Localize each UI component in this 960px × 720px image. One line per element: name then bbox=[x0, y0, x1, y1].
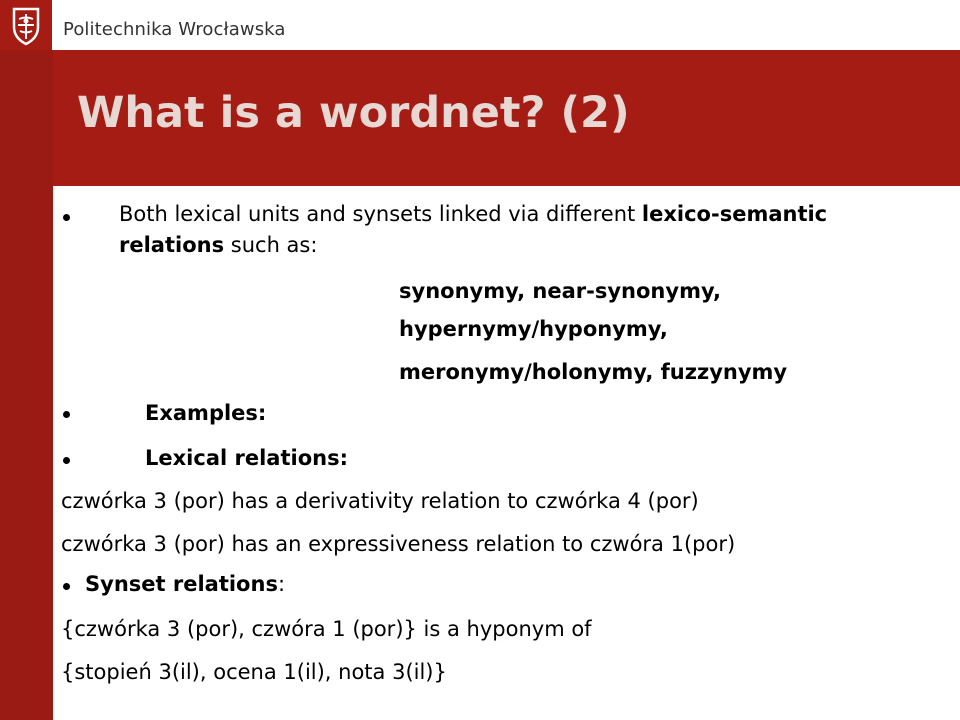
synset-example: {czwórka 3 (por), czwóra 1 (por)} is a hyponym of bbox=[61, 617, 592, 641]
title-band bbox=[53, 50, 960, 186]
relation-item: meronymy/holonymy, fuzzynymy bbox=[399, 360, 788, 384]
intro-line-2: relations such as: bbox=[119, 233, 318, 257]
lexical-example: czwórka 3 (por) has a derivativity relation to czwórka 4 (por) bbox=[61, 489, 699, 513]
bullet-icon bbox=[63, 214, 70, 221]
synset-example: {stopień 3(il), ocena 1(il), nota 3(il)} bbox=[61, 660, 447, 684]
university-crest-icon bbox=[0, 0, 52, 50]
examples-heading: Examples: bbox=[145, 401, 267, 425]
synset-relations-heading: Synset relations: bbox=[85, 572, 286, 596]
intro-line-1: Both lexical units and synsets linked via different lexico-semantic bbox=[119, 202, 828, 226]
bullet-icon bbox=[63, 457, 70, 464]
left-accent-stripe bbox=[0, 50, 53, 720]
slide-body bbox=[53, 186, 960, 720]
university-header bbox=[0, 0, 960, 50]
lexical-example: czwórka 3 (por) has an expressiveness relation to czwóra 1(por) bbox=[61, 532, 736, 556]
relation-item: synonymy, near-synonymy, bbox=[399, 279, 721, 303]
lexical-relations-heading: Lexical relations: bbox=[145, 446, 348, 470]
slide-title: What is a wordnet? (2) bbox=[77, 88, 630, 138]
bullet-icon bbox=[63, 411, 70, 418]
relation-item: hypernymy/hyponymy, bbox=[399, 317, 668, 341]
bullet-icon bbox=[63, 583, 70, 590]
university-name: Politechnika Wrocławska bbox=[63, 19, 286, 40]
